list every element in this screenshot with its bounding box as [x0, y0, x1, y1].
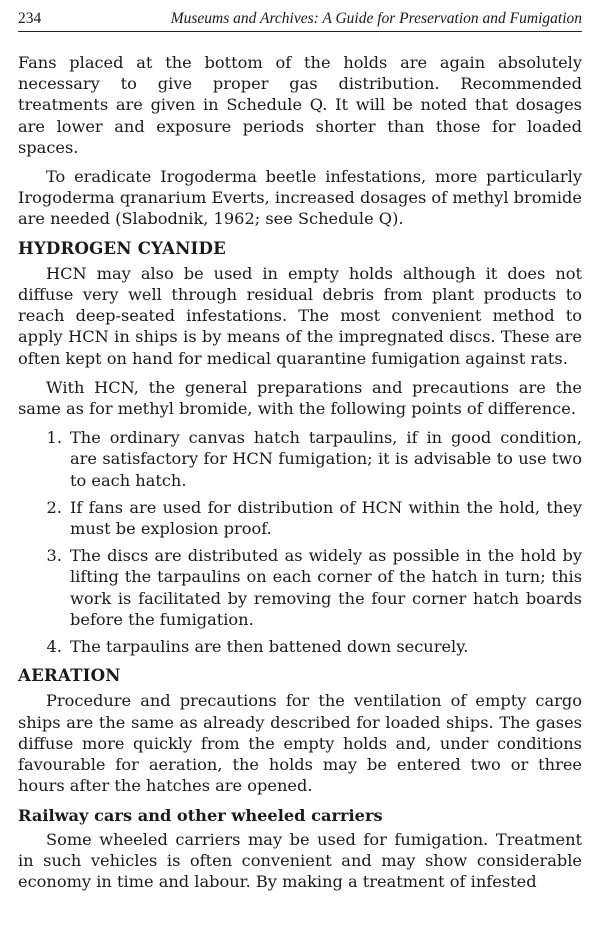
paragraph-irogoderma: To eradicate Irogoderma beetle infestations, more particularly Irogoderma qranarium Everts, increased dosages of methyl bromide are needed (Slabodnik, 1962; see Schedule Q).	[18, 167, 582, 229]
heading-hydrogen-cyanide: HYDROGEN CYANIDE	[18, 237, 226, 258]
heading-railway-cars: Railway cars and other wheeled carriers	[18, 805, 383, 825]
list-item-text: The tarpaulins are then battened down securely.	[70, 637, 469, 657]
paragraph-railway: Some wheeled carriers may be used for fumigation. Treatment in such vehicles is often convenient and may show considerable economy in time and labour. By making a treatment of infested	[18, 829, 582, 892]
paragraph-fans: Fans placed at the bottom of the holds are again absolutely necessary to give proper gas distribution. Recommended treatments are given in Schedule Q. It will be noted that dosages are lower and exposure periods shorter than those for loaded spaces.	[18, 53, 582, 157]
list-item-text: The ordinary canvas hatch tarpaulins, if in good condition, are satisfactory for HCN fumigation; it is advisable to use two to each hatch.	[70, 428, 582, 490]
heading-aeration: AERATION	[18, 665, 121, 686]
list-item-text: The discs are distributed as widely as possible in the hold by lifting the tarpaulins on each corner of the hatch in turn; this work is facilitated by removing the four corner hatch boards before the fumigation.	[70, 546, 582, 629]
list-item-number: 4.	[46, 637, 62, 657]
book-page	[18, 10, 582, 900]
body-text	[18, 52, 582, 892]
list-item-number: 2.	[46, 497, 62, 517]
list-item-number: 3.	[46, 546, 62, 566]
list-item	[18, 427, 582, 491]
paragraph-aeration: Procedure and precautions for the ventilation of empty cargo ships are the same as already described for loaded ships. The gases diffuse more quickly from the empty holds and, under conditions favourable for aeration, the holds may be entered two or three hours after the hatches are opened.	[18, 691, 582, 796]
paragraph-hcn-preparations: With HCN, the general preparations and precautions are the same as for methyl bromide, with the following points of difference.	[18, 377, 582, 419]
page-number: 234	[18, 10, 42, 27]
hcn-points-list	[18, 427, 582, 657]
running-title: Museums and Archives: A Guide for Preservation and Fumigation	[170, 10, 582, 27]
list-item	[18, 636, 582, 657]
list-item	[18, 497, 582, 539]
list-item-number: 1.	[46, 428, 62, 448]
list-item	[18, 545, 582, 630]
list-item-text: If fans are used for distribution of HCN within the hold, they must be explosion proof.	[70, 497, 582, 539]
paragraph-hcn-holds: HCN may also be used in empty holds although it does not diffuse very well through residual debris from plant products to reach deep-seated infestations. The most convenient method to apply HCN in ships is by means of the impregnated discs. These are often kept on hand for medical quarantine fumigation against rats.	[18, 263, 582, 368]
running-head	[18, 10, 582, 32]
